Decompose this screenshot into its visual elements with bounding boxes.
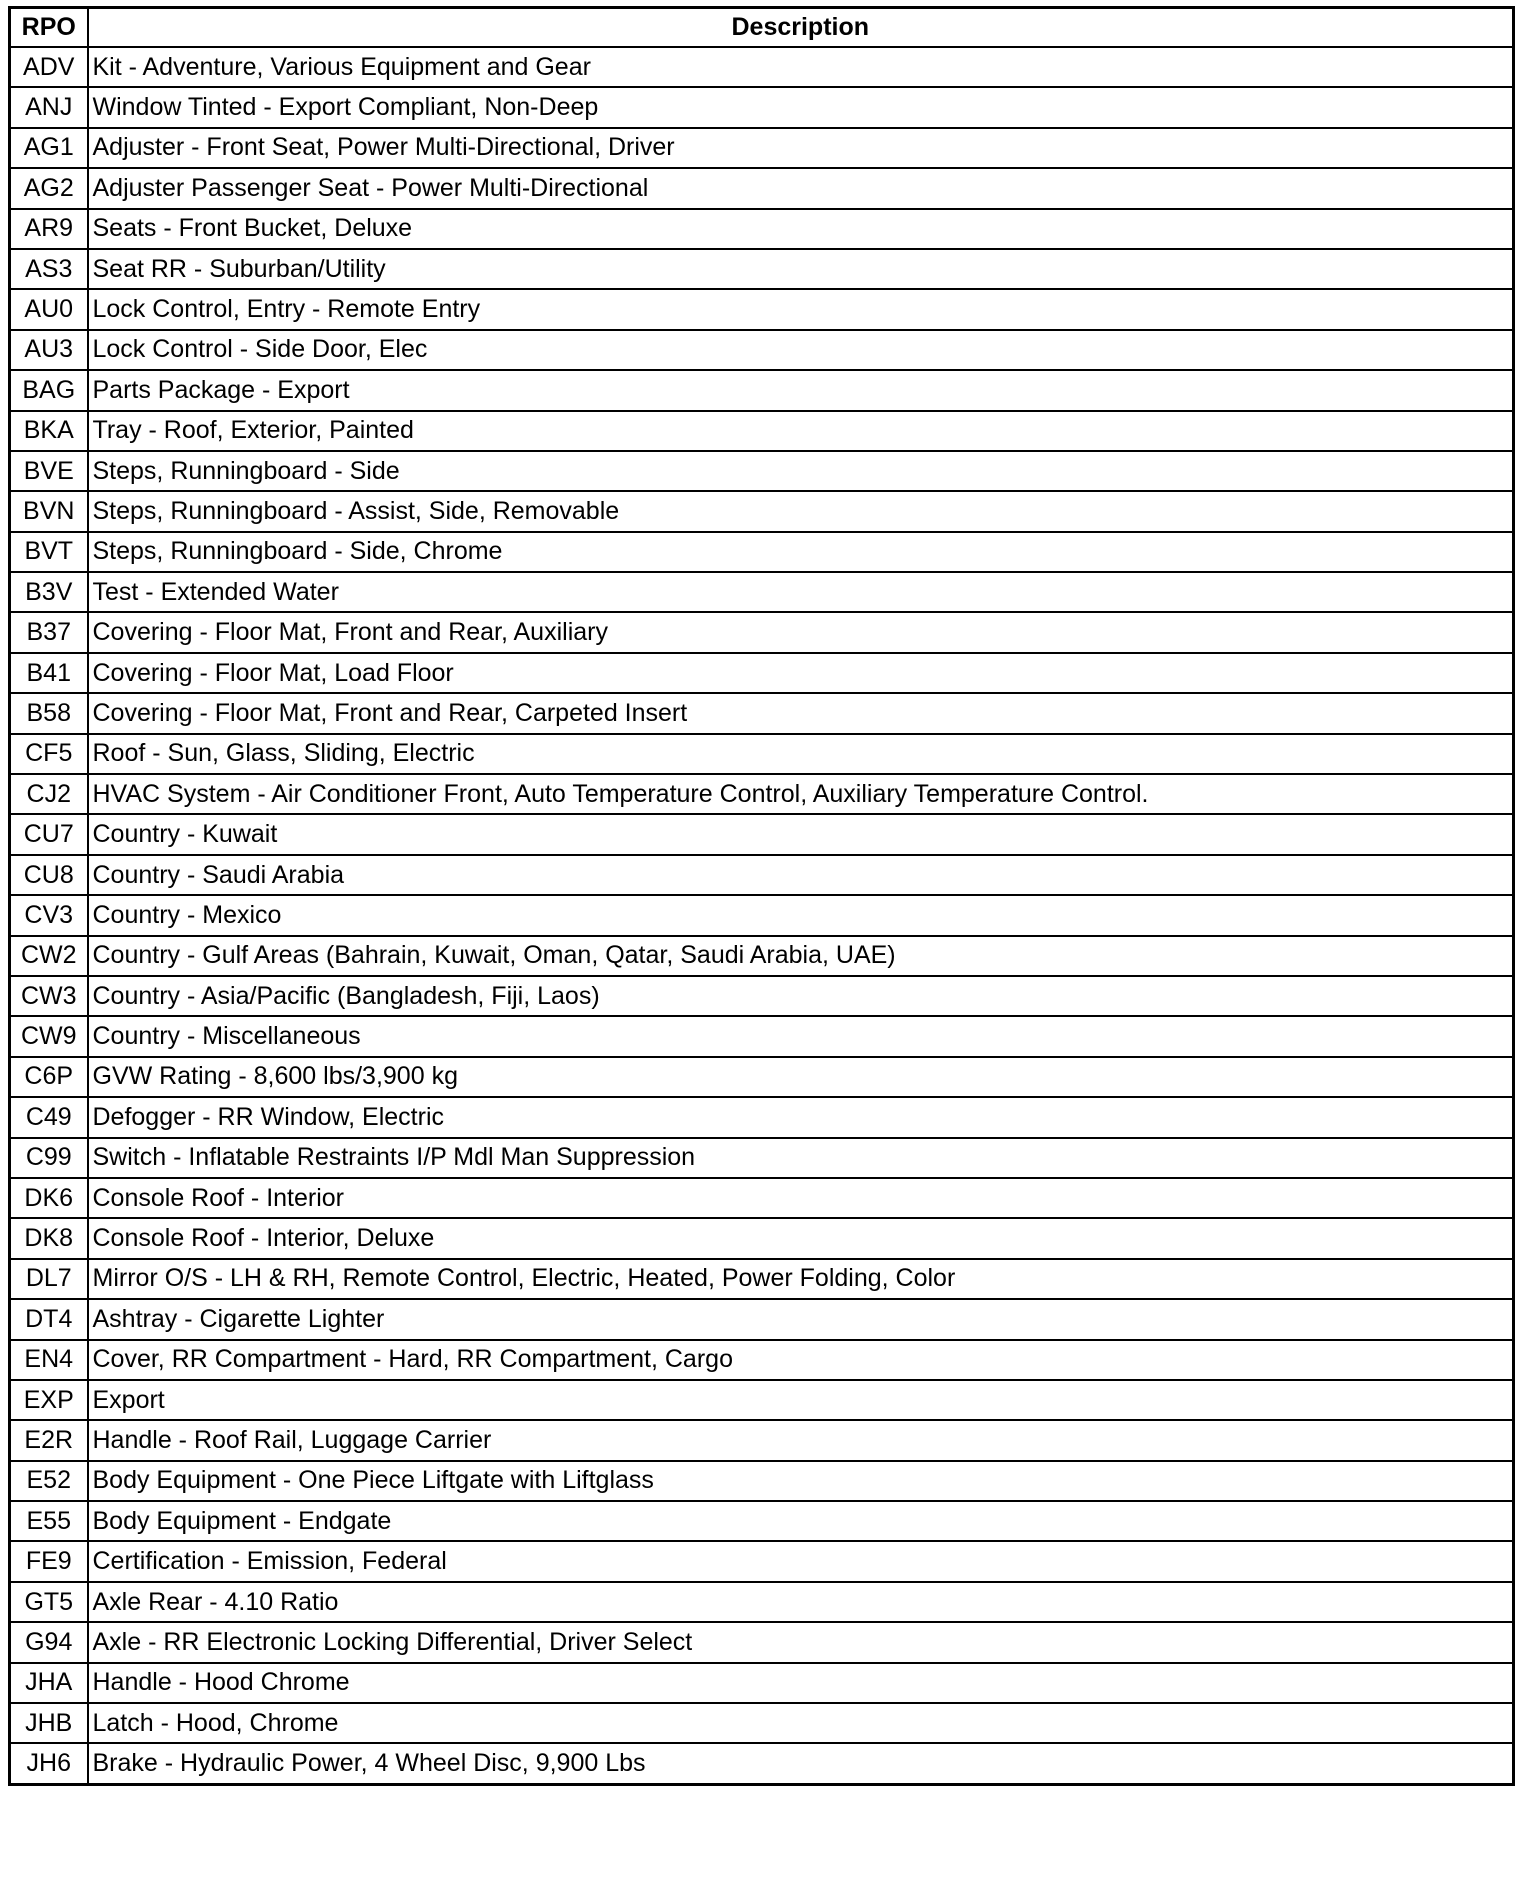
table-row xyxy=(10,330,1514,370)
rpo-code-cell: CF5 xyxy=(10,734,88,774)
description-cell: Country - Asia/Pacific (Bangladesh, Fiji, Laos) xyxy=(88,976,1514,1016)
rpo-code-cell: BAG xyxy=(10,370,88,410)
rpo-code-cell: CU7 xyxy=(10,814,88,854)
table-row xyxy=(10,572,1514,612)
rpo-code-cell: FE9 xyxy=(10,1541,88,1581)
table-header-row xyxy=(10,8,1514,48)
rpo-code-cell: AG2 xyxy=(10,168,88,208)
table-row xyxy=(10,653,1514,693)
description-cell: Export xyxy=(88,1380,1514,1420)
rpo-code-cell: JHB xyxy=(10,1703,88,1743)
rpo-code-cell: AU0 xyxy=(10,289,88,329)
description-cell: Ashtray - Cigarette Lighter xyxy=(88,1299,1514,1339)
table-row xyxy=(10,1420,1514,1460)
description-cell: Mirror O/S - LH & RH, Remote Control, Electric, Heated, Power Folding, Color xyxy=(88,1259,1514,1299)
table-body xyxy=(10,47,1514,1784)
description-cell: Lock Control, Entry - Remote Entry xyxy=(88,289,1514,329)
table-row xyxy=(10,491,1514,531)
description-cell: Body Equipment - Endgate xyxy=(88,1501,1514,1541)
table-row xyxy=(10,612,1514,652)
rpo-code-cell: GT5 xyxy=(10,1582,88,1622)
description-cell: GVW Rating - 8,600 lbs/3,900 kg xyxy=(88,1057,1514,1097)
table-row xyxy=(10,1380,1514,1420)
rpo-table xyxy=(8,6,1515,1786)
description-cell: Country - Kuwait xyxy=(88,814,1514,854)
table-row xyxy=(10,1340,1514,1380)
rpo-code-cell: E55 xyxy=(10,1501,88,1541)
description-cell: Steps, Runningboard - Assist, Side, Removable xyxy=(88,491,1514,531)
description-cell: Axle - RR Electronic Locking Differential, Driver Select xyxy=(88,1622,1514,1662)
table-row xyxy=(10,1016,1514,1056)
description-cell: Test - Extended Water xyxy=(88,572,1514,612)
table-row xyxy=(10,289,1514,329)
description-cell: Adjuster Passenger Seat - Power Multi-Directional xyxy=(88,168,1514,208)
table-row xyxy=(10,1663,1514,1703)
rpo-code-cell: B58 xyxy=(10,693,88,733)
table-row xyxy=(10,1138,1514,1178)
rpo-code-cell: C49 xyxy=(10,1097,88,1137)
table-row xyxy=(10,814,1514,854)
description-cell: Window Tinted - Export Compliant, Non-Deep xyxy=(88,87,1514,127)
rpo-code-cell: E2R xyxy=(10,1420,88,1460)
rpo-code-cell: BVN xyxy=(10,491,88,531)
description-cell: Brake - Hydraulic Power, 4 Wheel Disc, 9,900 Lbs xyxy=(88,1743,1514,1784)
table-row xyxy=(10,1057,1514,1097)
rpo-code-cell: B41 xyxy=(10,653,88,693)
table-row xyxy=(10,1461,1514,1501)
table-row xyxy=(10,1299,1514,1339)
table-row xyxy=(10,1743,1514,1784)
description-cell: Console Roof - Interior xyxy=(88,1178,1514,1218)
rpo-code-cell: CU8 xyxy=(10,855,88,895)
rpo-code-cell: CW2 xyxy=(10,936,88,976)
description-cell: Lock Control - Side Door, Elec xyxy=(88,330,1514,370)
rpo-code-cell: CW9 xyxy=(10,1016,88,1056)
rpo-code-cell: BKA xyxy=(10,411,88,451)
description-cell: Seats - Front Bucket, Deluxe xyxy=(88,209,1514,249)
table-row xyxy=(10,1178,1514,1218)
table-row xyxy=(10,1501,1514,1541)
rpo-code-cell: C6P xyxy=(10,1057,88,1097)
rpo-code-cell: DT4 xyxy=(10,1299,88,1339)
description-cell: Axle Rear - 4.10 Ratio xyxy=(88,1582,1514,1622)
rpo-code-cell: ANJ xyxy=(10,87,88,127)
rpo-code-cell: AR9 xyxy=(10,209,88,249)
table-row xyxy=(10,1582,1514,1622)
description-cell: Steps, Runningboard - Side xyxy=(88,451,1514,491)
description-cell: Adjuster - Front Seat, Power Multi-Directional, Driver xyxy=(88,128,1514,168)
description-cell: Certification - Emission, Federal xyxy=(88,1541,1514,1581)
description-cell: HVAC System - Air Conditioner Front, Auto Temperature Control, Auxiliary Temperature Control. xyxy=(88,774,1514,814)
description-cell: Covering - Floor Mat, Load Floor xyxy=(88,653,1514,693)
table-row xyxy=(10,1541,1514,1581)
table-row xyxy=(10,1218,1514,1258)
description-cell: Latch - Hood, Chrome xyxy=(88,1703,1514,1743)
table-row xyxy=(10,370,1514,410)
rpo-code-cell: BVE xyxy=(10,451,88,491)
table-row xyxy=(10,532,1514,572)
table-row xyxy=(10,1622,1514,1662)
rpo-code-cell: CJ2 xyxy=(10,774,88,814)
description-cell: Steps, Runningboard - Side, Chrome xyxy=(88,532,1514,572)
table-row xyxy=(10,1259,1514,1299)
rpo-code-cell: AU3 xyxy=(10,330,88,370)
description-cell: Body Equipment - One Piece Liftgate with Liftglass xyxy=(88,1461,1514,1501)
description-cell: Handle - Roof Rail, Luggage Carrier xyxy=(88,1420,1514,1460)
rpo-code-cell: CW3 xyxy=(10,976,88,1016)
description-cell: Country - Miscellaneous xyxy=(88,1016,1514,1056)
description-cell: Country - Gulf Areas (Bahrain, Kuwait, Oman, Qatar, Saudi Arabia, UAE) xyxy=(88,936,1514,976)
description-cell: Tray - Roof, Exterior, Painted xyxy=(88,411,1514,451)
table-row xyxy=(10,1703,1514,1743)
rpo-code-cell: B3V xyxy=(10,572,88,612)
rpo-code-cell: EXP xyxy=(10,1380,88,1420)
header-rpo: RPO xyxy=(10,8,88,48)
rpo-code-cell: CV3 xyxy=(10,895,88,935)
table-row xyxy=(10,774,1514,814)
rpo-code-cell: EN4 xyxy=(10,1340,88,1380)
rpo-code-cell: G94 xyxy=(10,1622,88,1662)
description-cell: Seat RR - Suburban/Utility xyxy=(88,249,1514,289)
table-row xyxy=(10,976,1514,1016)
table-row xyxy=(10,128,1514,168)
rpo-code-cell: ADV xyxy=(10,47,88,87)
description-cell: Roof - Sun, Glass, Sliding, Electric xyxy=(88,734,1514,774)
table-row xyxy=(10,168,1514,208)
rpo-code-cell: JH6 xyxy=(10,1743,88,1784)
description-cell: Cover, RR Compartment - Hard, RR Compartment, Cargo xyxy=(88,1340,1514,1380)
table-row xyxy=(10,734,1514,774)
table-row xyxy=(10,1097,1514,1137)
rpo-code-cell: E52 xyxy=(10,1461,88,1501)
table-row xyxy=(10,855,1514,895)
description-cell: Defogger - RR Window, Electric xyxy=(88,1097,1514,1137)
description-cell: Parts Package - Export xyxy=(88,370,1514,410)
description-cell: Kit - Adventure, Various Equipment and Gear xyxy=(88,47,1514,87)
table-row xyxy=(10,411,1514,451)
description-cell: Switch - Inflatable Restraints I/P Mdl Man Suppression xyxy=(88,1138,1514,1178)
rpo-code-cell: AS3 xyxy=(10,249,88,289)
rpo-code-cell: JHA xyxy=(10,1663,88,1703)
table-row xyxy=(10,209,1514,249)
rpo-code-cell: DK6 xyxy=(10,1178,88,1218)
description-cell: Covering - Floor Mat, Front and Rear, Auxiliary xyxy=(88,612,1514,652)
rpo-code-cell: BVT xyxy=(10,532,88,572)
rpo-code-cell: B37 xyxy=(10,612,88,652)
table-row xyxy=(10,451,1514,491)
description-cell: Country - Saudi Arabia xyxy=(88,855,1514,895)
table-row xyxy=(10,895,1514,935)
rpo-table-container xyxy=(8,6,1512,1786)
description-cell: Console Roof - Interior, Deluxe xyxy=(88,1218,1514,1258)
table-row xyxy=(10,249,1514,289)
table-row xyxy=(10,87,1514,127)
rpo-code-cell: AG1 xyxy=(10,128,88,168)
header-description: Description xyxy=(88,8,1514,48)
description-cell: Covering - Floor Mat, Front and Rear, Carpeted Insert xyxy=(88,693,1514,733)
table-row xyxy=(10,936,1514,976)
table-row xyxy=(10,47,1514,87)
rpo-code-cell: C99 xyxy=(10,1138,88,1178)
description-cell: Handle - Hood Chrome xyxy=(88,1663,1514,1703)
table-row xyxy=(10,693,1514,733)
rpo-code-cell: DL7 xyxy=(10,1259,88,1299)
description-cell: Country - Mexico xyxy=(88,895,1514,935)
rpo-code-cell: DK8 xyxy=(10,1218,88,1258)
